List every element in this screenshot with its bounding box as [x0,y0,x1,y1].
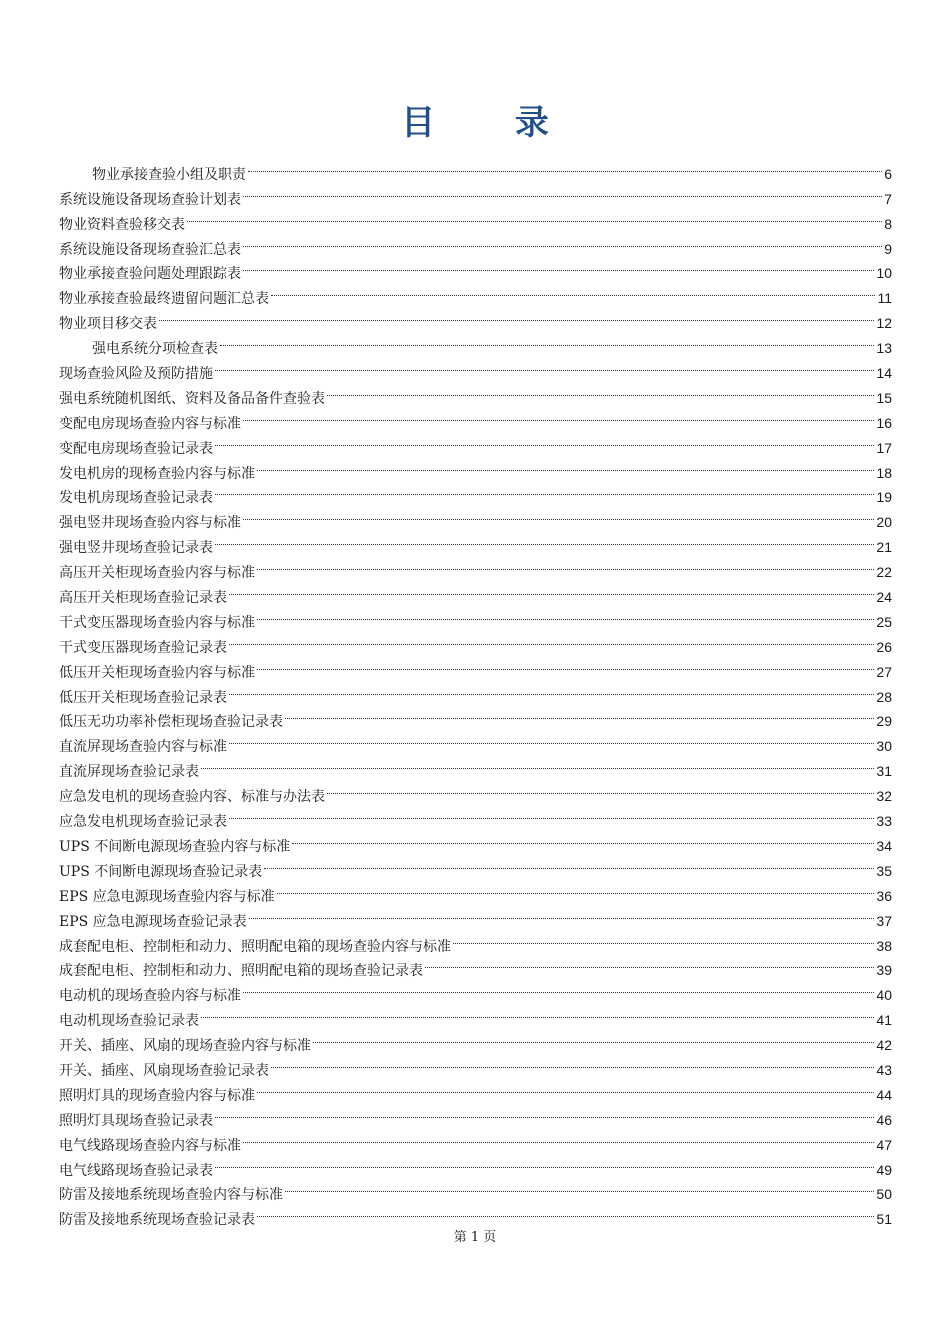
toc-entry-page-number: 43 [876,1061,892,1078]
toc-dot-leader [215,1100,874,1125]
toc-entry-label: 现场查验风险及预防措施 [59,366,213,383]
toc-entry-label: 照明灯具现场查验记录表 [59,1112,213,1129]
toc-entry-label: 低压无功功率补偿柜现场查验记录表 [59,714,283,731]
toc-entry-label: 强电系统分项检查表 [92,341,218,358]
toc-entry-label: 电动机的现场查验内容与标准 [59,988,241,1005]
toc-entry-page-number: 28 [876,688,892,705]
toc-entry-page-number: 47 [876,1136,892,1153]
toc-entry-label: 强电竖井现场查验记录表 [59,540,213,557]
toc-entry-page-number: 20 [876,514,892,531]
toc-entry-page-number: 21 [876,539,892,556]
toc-dot-leader [243,1125,874,1150]
toc-entry-label: 系统设施设备现场查验计划表 [59,191,241,208]
toc-entry-page-number: 13 [876,340,892,357]
toc-entry-label: 发电机房现场查验记录表 [59,490,213,507]
table-of-contents [59,154,892,1229]
toc-entry-page-number: 51 [876,1211,892,1228]
toc-entry-label: 变配电房现场查验记录表 [59,440,213,457]
toc-entry-page-number: 30 [876,738,892,755]
toc-entry-label: 干式变压器现场查验内容与标准 [59,614,255,631]
toc-dot-leader [215,428,874,453]
toc-entry-page-number: 22 [876,564,892,581]
toc-entry[interactable] [59,303,892,333]
toc-entry-page-number: 7 [884,190,892,207]
toc-entry-label: 防雷及接地系统现场查验内容与标准 [59,1187,283,1204]
toc-entry-label: 电气线路现场查验内容与标准 [59,1137,241,1154]
toc-entry-label: 照明灯具的现场查验内容与标准 [59,1087,255,1104]
toc-entry-page-number: 29 [876,713,892,730]
toc-entry-page-number: 11 [877,290,892,307]
toc-entry-label: 开关、插座、风扇的现场查验内容与标准 [59,1038,311,1055]
toc-entry-page-number: 37 [876,912,892,929]
toc-dot-leader [215,353,874,378]
toc-entry-label: UPS 不间断电源现场查验记录表 [59,863,263,880]
toc-entry-label: 高压开关柜现场查验记录表 [59,590,227,607]
toc-entry-page-number: 27 [876,663,892,680]
toc-entry-page-number: 34 [876,837,892,854]
toc-entry-page-number: 41 [876,1012,892,1029]
toc-dot-leader [285,702,874,727]
toc-dot-leader [271,1050,874,1075]
toc-entry-page-number: 35 [876,862,892,879]
toc-entry-label: EPS 应急电源现场查验内容与标准 [59,888,275,905]
toc-dot-leader [220,328,874,353]
toc-dot-leader [159,303,874,328]
toc-dot-leader [243,403,874,428]
toc-entry-page-number: 15 [876,389,892,406]
toc-entry-page-number: 8 [884,215,892,232]
toc-entry-page-number: 31 [876,763,892,780]
toc-dot-leader [248,154,882,179]
toc-dot-leader [229,801,874,826]
toc-dot-leader [313,1025,874,1050]
toc-entry-label: 物业承接查验问题处理跟踪表 [59,266,241,283]
toc-dot-leader [257,1199,874,1224]
toc-entry-page-number: 17 [876,439,892,456]
toc-dot-leader [277,876,875,901]
document-title: 目 录 [401,103,583,143]
toc-dot-leader [229,726,874,751]
toc-entry-label: 低压开关柜现场查验记录表 [59,689,227,706]
toc-entry-page-number: 19 [876,489,892,506]
toc-entry-page-number: 24 [876,589,892,606]
toc-dot-leader [229,677,874,702]
toc-entry-page-number: 16 [876,414,892,431]
toc-entry-label: 强电竖井现场查验内容与标准 [59,515,241,532]
toc-entry-label: 电动机现场查验记录表 [59,1013,199,1030]
toc-entry-page-number: 32 [876,788,892,805]
toc-dot-leader [327,378,874,403]
toc-dot-leader [215,527,874,552]
toc-dot-leader [243,502,874,527]
toc-entry-label: 干式变压器现场查验记录表 [59,639,227,656]
toc-dot-leader [249,901,875,926]
toc-entry-label: 成套配电柜、控制柜和动力、照明配电箱的现场查验记录表 [59,963,423,980]
toc-entry-label: 发电机房的现杨查验内容与标准 [59,465,255,482]
toc-dot-leader [243,254,874,279]
toc-dot-leader [257,1075,874,1100]
toc-entry-label: 物业资料查验移交表 [59,216,185,233]
toc-entry-label: 应急发电机现场查验记录表 [59,814,227,831]
toc-dot-leader [201,751,874,776]
toc-dot-leader [243,179,882,204]
toc-dot-leader [327,776,874,801]
toc-dot-leader [257,453,874,478]
toc-entry-page-number: 10 [876,265,892,282]
toc-entry-label: 开关、插座、风扇现场查验记录表 [59,1062,269,1079]
toc-entry-page-number: 33 [876,813,892,830]
toc-entry-page-number: 39 [876,962,892,979]
toc-entry-page-number: 36 [876,887,892,904]
toc-entry-page-number: 42 [876,1037,892,1054]
toc-entry-label: 电气线路现场查验记录表 [59,1162,213,1179]
toc-entry-label: 应急发电机的现场查验内容、标准与办法表 [59,789,325,806]
toc-entry-label: 高压开关柜现场查验内容与标准 [59,565,255,582]
toc-entry-page-number: 9 [884,240,892,257]
toc-entry-page-number: 46 [876,1111,892,1128]
toc-entry-label: 物业承接查验小组及职责 [92,166,246,183]
toc-entry-page-number: 50 [876,1186,892,1203]
toc-dot-leader [243,975,874,1000]
toc-entry-page-number: 44 [876,1086,892,1103]
toc-entry-page-number: 38 [876,937,892,954]
toc-dot-leader [215,478,874,503]
toc-entry-page-number: 25 [876,613,892,630]
toc-dot-leader [229,627,874,652]
toc-entry-page-number: 40 [876,987,892,1004]
toc-dot-leader [257,552,874,577]
toc-dot-leader [201,1000,874,1025]
toc-entry-label: 变配电房现场查验内容与标准 [59,415,241,432]
toc-dot-leader [243,229,882,254]
toc-dot-leader [187,204,882,229]
toc-dot-leader [292,826,874,851]
toc-entry-page-number: 49 [876,1161,892,1178]
toc-entry-label: UPS 不间断电源现场查验内容与标准 [59,838,291,855]
toc-dot-leader [257,602,874,627]
toc-entry-page-number: 14 [876,365,892,382]
toc-dot-leader [453,926,874,951]
toc-dot-leader [215,1150,874,1175]
toc-entry-page-number: 6 [884,165,892,182]
toc-entry-label: 低压开关柜现场查验内容与标准 [59,664,255,681]
toc-entry-label: 直流屏现场查验记录表 [59,764,199,781]
toc-entry-page-number: 12 [876,315,892,332]
toc-dot-leader [229,577,874,602]
toc-entry-label: EPS 应急电源现场查验记录表 [59,913,247,930]
page-number-footer: 第 1 页 [453,1230,497,1245]
toc-entry-label: 成套配电柜、控制柜和动力、照明配电箱的现场查验内容与标准 [59,938,451,955]
toc-entry-label: 系统设施设备现场查验汇总表 [59,241,241,258]
toc-entry-label: 直流屏现场查验内容与标准 [59,739,227,756]
toc-entry-label: 强电系统随机图纸、资料及备品备件查验表 [59,390,325,407]
toc-entry-label: 防雷及接地系统现场查验记录表 [59,1212,255,1229]
toc-dot-leader [271,278,875,303]
toc-dot-leader [257,652,874,677]
toc-entry[interactable] [59,154,892,183]
toc-entry-page-number: 18 [876,464,892,481]
toc-entry-page-number: 26 [876,638,892,655]
toc-dot-leader [264,851,874,876]
toc-entry-label: 物业项目移交表 [59,316,157,333]
toc-entry[interactable] [59,328,892,358]
toc-entry-label: 物业承接查验最终遗留问题汇总表 [59,291,269,308]
toc-dot-leader [425,951,874,976]
toc-dot-leader [285,1175,874,1200]
